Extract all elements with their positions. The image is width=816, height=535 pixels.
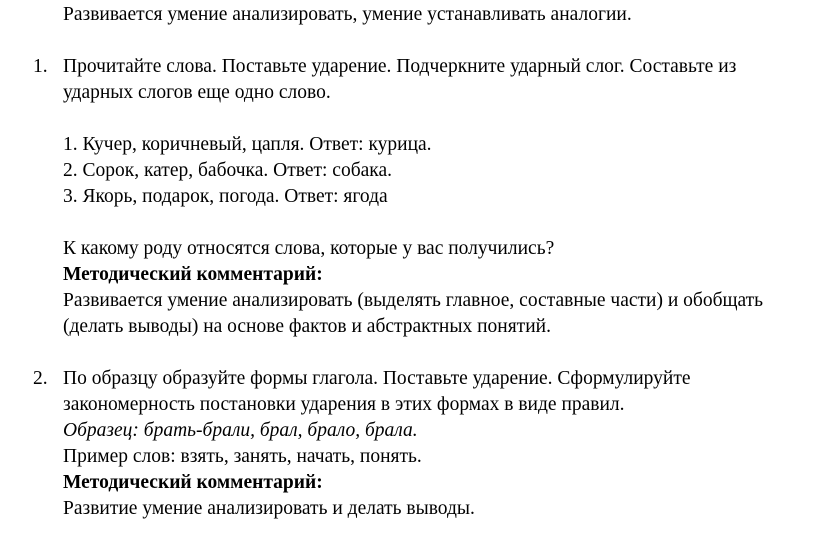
task1-number: 1. [33,56,48,77]
task1-comment-heading: Методический комментарий: [63,264,323,285]
intro-text: Развивается умение анализировать, умение устанавливать аналогии. [63,4,632,25]
task1-item-2: 2. Сорок, катер, бабочка. Ответ: собака. [63,160,392,181]
task2-text-line2: закономерность постановки ударения в этих формах в виде правил. [63,394,625,415]
task2-number: 2. [33,368,48,389]
task1-comment-line2: (делать выводы) на основе фактов и абстрактных понятий. [63,316,551,337]
task1-text-line2: ударных слогов еще одно слово. [63,82,331,103]
task2-comment-heading: Методический комментарий: [63,472,323,493]
task1-item-1: 1. Кучер, коричневый, цапля. Ответ: курица. [63,134,432,155]
task2-text-line1: По образцу образуйте формы глагола. Поставьте ударение. Сформулируйте [63,368,691,389]
task1-item-3: 3. Якорь, подарок, погода. Ответ: ягода [63,186,388,207]
task1-question: К какому роду относятся слова, которые у вас получились? [63,238,555,259]
task2-examples: Пример слов: взять, занять, начать, понять. [63,446,422,467]
task2-sample: Образец: брать-брали, брал, брало, брала. [63,420,418,441]
task1-comment-line1: Развивается умение анализировать (выделять главное, составные части) и обобщать [63,290,764,311]
task1-text-line1: Прочитайте слова. Поставьте ударение. Подчеркните ударный слог. Составьте из [63,56,737,77]
task2-comment-text: Развитие умение анализировать и делать выводы. [63,498,475,519]
